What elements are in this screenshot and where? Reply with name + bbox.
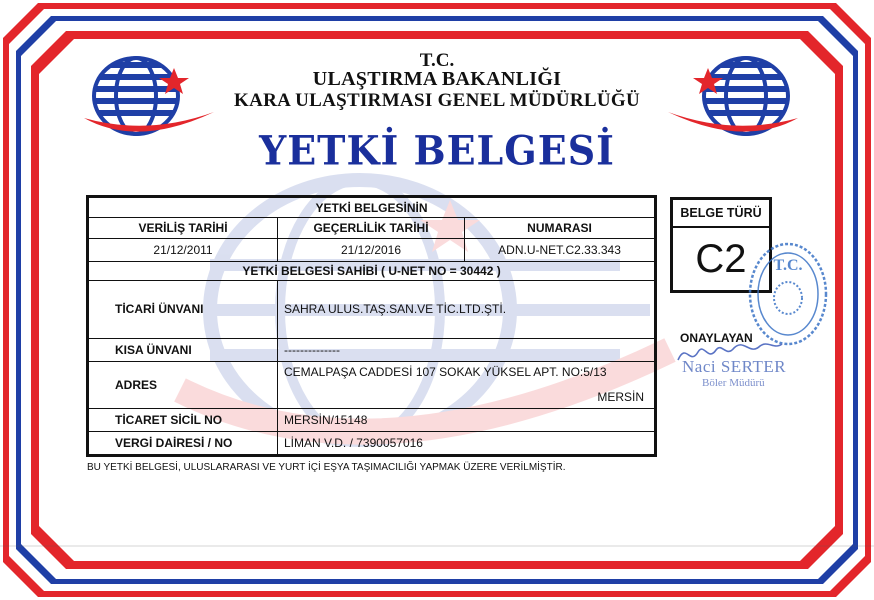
address-value: CEMALPAŞA CADDESİ 107 SOKAK YÜKSEL APT. NO:5/13: [284, 365, 607, 380]
certificate-table: [86, 195, 657, 457]
certificate-number: ADN.U-NET.C2.33.343: [465, 238, 656, 261]
tax-office-label: VERGİ DAİRESİ / NO: [88, 432, 278, 456]
address-cell: [278, 362, 656, 409]
col-valid-date-header: GEÇERLİLİK TARİHİ: [278, 218, 465, 238]
trade-name-value: SAHRA ULUS.TAŞ.SAN.VE TİC.LTD.ŞTİ.: [278, 281, 656, 339]
group-header: YETKİ BELGESİNİN: [88, 197, 656, 218]
header-directorate: KARA ULAŞTIRMASI GENEL MÜDÜRLÜĞÜ: [233, 90, 640, 111]
approver-label: ONAYLAYAN: [680, 331, 753, 345]
trade-registry-label: TİCARET SİCİL NO: [88, 409, 278, 432]
address-city: MERSİN: [597, 390, 645, 405]
certificate-type-code: C2: [695, 237, 747, 281]
footer-statement: BU YETKİ BELGESİ, ULUSLARARASI VE YURT İÇİ EŞYA TAŞIMACILIĞI YAPMAK ÜZERE VERİLMİŞTİR.: [87, 462, 566, 473]
trade-registry-value: MERSİN/15148: [278, 409, 656, 432]
tax-office-value: LİMAN V.D. / 7390057016: [278, 432, 656, 456]
document-title: YETKİ BELGESİ: [259, 126, 615, 175]
address-label: ADRES: [88, 362, 278, 409]
col-number-header: NUMARASI: [465, 218, 656, 238]
short-name-value: --------------: [278, 338, 656, 361]
valid-date: 21/12/2016: [278, 238, 465, 261]
holder-header: YETKİ BELGESİ SAHİBİ ( U-NET NO = 30442 ): [88, 262, 656, 281]
trade-name-label: TİCARİ ÜNVANI: [88, 281, 278, 339]
header-country: T.C.: [419, 50, 455, 71]
stamp-text: T.C.: [773, 257, 803, 274]
approver-name: Naci SERTER: [682, 357, 787, 376]
certificate-type-label: BELGE TÜRÜ: [673, 200, 769, 228]
short-name-label: KISA ÜNVANI: [88, 338, 278, 361]
col-issue-date-header: VERİLİŞ TARİHİ: [88, 218, 278, 238]
approver-title: Böler Müdürü: [702, 377, 765, 389]
issue-date: 21/12/2011: [88, 238, 278, 261]
header-ministry: ULAŞTIRMA BAKANLIĞI: [312, 68, 562, 90]
